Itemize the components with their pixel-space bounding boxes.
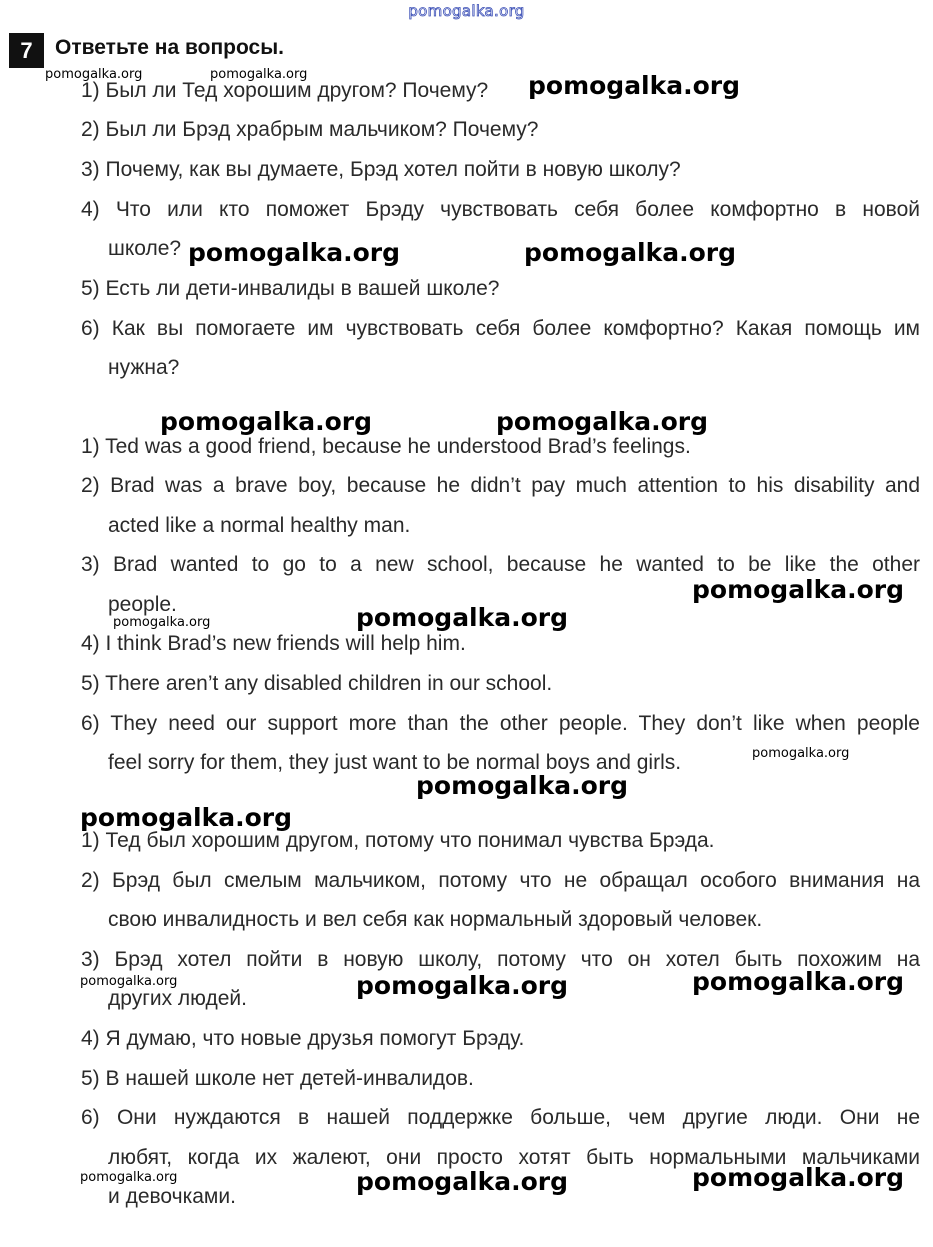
watermark: pomogalka.org bbox=[524, 238, 737, 267]
watermark: pomogalka.org bbox=[692, 967, 905, 996]
question-6-line-2: нужна? bbox=[108, 356, 180, 379]
answer-en-3-line-2: people. bbox=[108, 593, 177, 616]
answer-ru-6-line-2: любят, когда их жалеют, они просто хотят быть нормальными мальчиками bbox=[108, 1146, 920, 1169]
watermark: pomogalka.org bbox=[356, 603, 569, 632]
answer-en-5: 5) There aren’t any disabled children in our school. bbox=[81, 672, 553, 695]
watermark: pomogalka.org bbox=[752, 746, 850, 761]
task-title: Ответьте на вопросы. bbox=[55, 36, 284, 59]
answer-en-6-line-2: feel sorry for them, they just want to be normal boys and girls. bbox=[108, 751, 682, 774]
question-2: 2) Был ли Брэд храбрым мальчиком? Почему? bbox=[81, 118, 539, 141]
watermark: pomogalka.org bbox=[188, 238, 401, 267]
answer-en-6-line-1: 6) They need our support more than the other people. They don’t like when people bbox=[81, 712, 920, 735]
watermark: pomogalka.org bbox=[692, 1163, 905, 1192]
answer-ru-3-line-2: других людей. bbox=[108, 987, 247, 1010]
watermark: pomogalka.org bbox=[692, 575, 905, 604]
answer-ru-5: 5) В нашей школе нет детей-инвалидов. bbox=[81, 1067, 474, 1090]
question-4-line-1: 4) Что или кто поможет Брэду чувствовать себя более комфортно в новой bbox=[81, 198, 920, 221]
answer-ru-4: 4) Я думаю, что новые друзья помогут Брэду. bbox=[81, 1027, 525, 1050]
watermark: pomogalka.org bbox=[210, 67, 308, 82]
question-1: 1) Был ли Тед хорошим другом? Почему? bbox=[81, 79, 489, 102]
watermark: pomogalka.org bbox=[528, 71, 741, 100]
task-number-badge: 7 bbox=[9, 33, 44, 68]
answer-ru-6-line-1: 6) Они нуждаются в нашей поддержке больше, чем другие люди. Они не bbox=[81, 1106, 920, 1129]
watermark: pomogalka.org bbox=[80, 974, 178, 989]
watermark: pomogalka.org bbox=[416, 771, 629, 800]
answer-en-2-line-1: 2) Brad was a brave boy, because he didn’t pay much attention to his disability and bbox=[81, 474, 920, 497]
watermark: pomogalka.org bbox=[356, 1167, 569, 1196]
answer-en-4: 4) I think Brad’s new friends will help him. bbox=[81, 632, 466, 655]
watermark: pomogalka.org bbox=[496, 407, 709, 436]
answer-ru-1: 1) Тед был хорошим другом, потому что понимал чувства Брэда. bbox=[81, 829, 715, 852]
watermark: pomogalka.org bbox=[80, 803, 293, 832]
watermark: pomogalka.org bbox=[45, 67, 143, 82]
answer-ru-6-line-3: и девочками. bbox=[108, 1185, 236, 1208]
question-4-line-2: школе? bbox=[108, 237, 182, 260]
answer-ru-3-line-1: 3) Брэд хотел пойти в новую школу, потому что он хотел быть похожим на bbox=[81, 948, 920, 971]
watermark: pomogalka.org bbox=[356, 971, 569, 1000]
answer-ru-2-line-1: 2) Брэд был смелым мальчиком, потому что не обращал особого внимания на bbox=[81, 869, 920, 892]
question-3: 3) Почему, как вы думаете, Брэд хотел пойти в новую школу? bbox=[81, 158, 681, 181]
watermark: pomogalka.org bbox=[80, 1170, 178, 1185]
answer-en-1: 1) Ted was a good friend, because he understood Brad’s feelings. bbox=[81, 435, 691, 458]
answer-en-2-line-2: acted like a normal healthy man. bbox=[108, 514, 411, 537]
answer-en-3-line-1: 3) Brad wanted to go to a new school, because he wanted to be like the other bbox=[81, 553, 920, 576]
question-5: 5) Есть ли дети-инвалиды в вашей школе? bbox=[81, 277, 500, 300]
site-header-watermark: pomogalka.org bbox=[408, 2, 525, 20]
question-6-line-1: 6) Как вы помогаете им чувствовать себя более комфортно? Какая помощь им bbox=[81, 317, 920, 340]
watermark: pomogalka.org bbox=[113, 615, 211, 630]
answer-ru-2-line-2: свою инвалидность и вел себя как нормальный здоровый человек. bbox=[108, 908, 763, 931]
watermark: pomogalka.org bbox=[160, 407, 373, 436]
